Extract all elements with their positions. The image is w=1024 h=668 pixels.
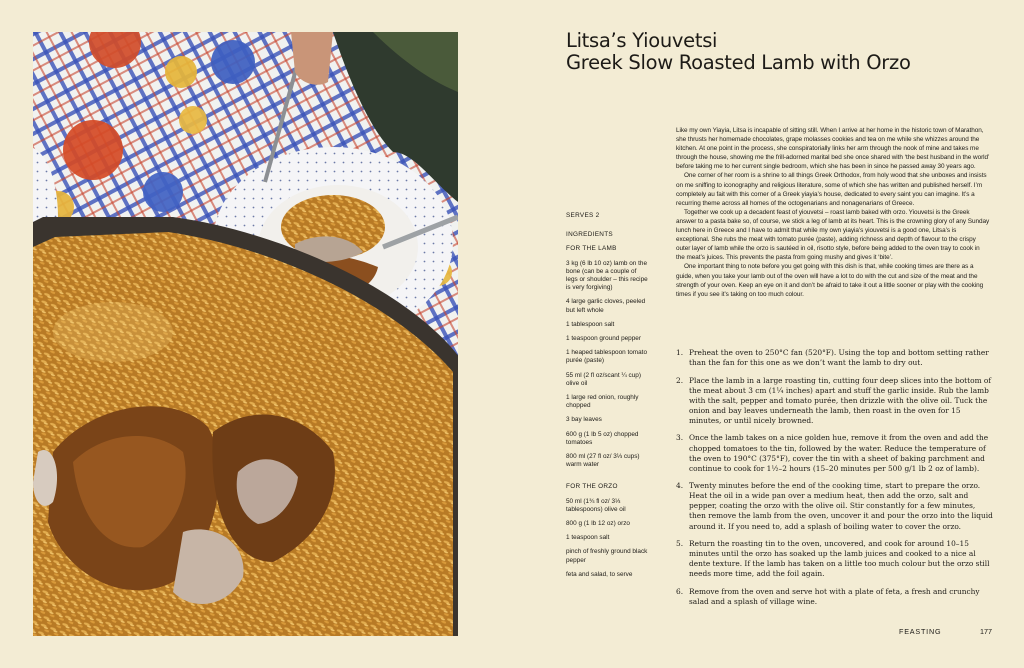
recipe-title: Litsa’s Yiouvetsi <box>566 29 718 52</box>
ingredient-item: 600 g (1 lb 5 oz) chopped tomatoes <box>566 430 639 446</box>
ingredient-item: 1 teaspoon salt <box>566 534 610 542</box>
method-step <box>676 348 994 368</box>
orzo-heading: FOR THE ORZO <box>566 483 618 491</box>
method-step <box>676 433 994 473</box>
ingredient-item: 1 large red onion, roughly chopped <box>566 394 639 410</box>
photo-lamb-orzo-tray-icon <box>33 32 458 636</box>
step-number: 4. <box>676 481 684 491</box>
ingredient-item: 800 g (1 lb 12 oz) orzo <box>566 520 630 528</box>
ingredient-item: 3 bay leaves <box>566 416 602 424</box>
step-text: Return the roasting tin to the oven, uncovered, and cook for around 10–15 minutes until the orzo has soaked up the lamb juices and cooked to a nice al dente texture. If the lamb has taken on a little too much colour but the orzo still needs more time, add the foil again. <box>689 539 990 579</box>
ingredient-item: 1 teaspoon ground pepper <box>566 335 641 343</box>
step-number: 5. <box>676 539 684 549</box>
ingredient-item: 55 ml (2 fl oz/scant ¼ cup) olive oil <box>566 371 641 387</box>
serves-label: SERVES 2 <box>566 212 600 219</box>
step-number: 6. <box>676 586 684 596</box>
ingredient-item: 4 large garlic cloves, peeled but left whole <box>566 298 646 314</box>
footer-section-label: FEASTING <box>899 627 942 636</box>
step-number: 3. <box>676 433 684 443</box>
ingredients-sidebar <box>566 212 648 585</box>
step-text: Twenty minutes before the end of the cooking time, start to prepare the orzo. Heat the oil in a wide pan over a medium heat, then add the orzo, salt and pepper, coating the orzo with the olive oil. Stir constantly for a few minutes, then remove the lamb from the oven, uncover it and pour the orzo into the liquid around it. If you need to, add a splash of boiling water to cover the orzo. <box>689 481 993 531</box>
intro-text <box>676 126 990 299</box>
method-step <box>676 376 994 426</box>
ingredient-item: feta and salad, to serve <box>566 570 633 578</box>
intro-paragraph: One corner of her room is a shrine to all things Greek Orthodox, from holy wood that she unboxes and insists on me sniffing to iconography and religious literature, some of which she has written and published herself. I’m completely au fait with this corner of a Greek yiayia’s house, dedicated to every saint you can imagine. It’s a recurring theme across all homes of the octogenarians and nonagenarians of Greece. <box>676 172 987 207</box>
method-step <box>676 539 994 579</box>
intro-paragraph: Like my own Yiayia, Litsa is incapable of sitting still. When I arrive at her home in the historic town of Marathon, she thrusts her homemade chocolates, grape molasses cookies and tea on me while she whizzes around the kitchen. At one point in the process, she conspiratorially links her arm through the nook of mine and takes me through the house, showing me the frill-adorned marital bed she once shared with ‘the best husband in the world’ before taking me to her current single bedroom, which she has been in since he passed away 30 years ago. <box>676 127 990 171</box>
ingredient-item: pinch of freshly ground black pepper <box>566 548 648 564</box>
step-text: Once the lamb takes on a nice golden hue, remove it from the oven and add the chopped tomatoes to the tin, followed by the water. Reduce the temperature of the oven to 190°C (375°F), cover the tin with a sheet of baking parchment and continue to cook for 1½–2 hours (15–20 minutes per 500 g/1 lb 2 oz of lamb). <box>689 433 989 473</box>
page-number: 177 <box>980 627 992 636</box>
step-text: Remove from the oven and serve hot with a plate of feta, a fresh and crunchy salad and a splash of village wine. <box>689 586 980 606</box>
method-steps <box>676 348 994 614</box>
step-text: Preheat the oven to 250°C fan (520°F). Using the top and bottom setting rather than the fan for this one as we don’t want the lamb to dry out. <box>689 348 989 368</box>
intro-paragraph: Together we cook up a decadent feast of yiouvetsi – roast lamb baked with orzo. Yiouvetsi is the Greek answer to a pasta bake so, of course, we stick a leg of lamb at its heart. This is the crowning glory of any Sunday lunch here in Greece and I have to admit that while my own yiayia’s yiouvetsi is a good one, Litsa’s is exceptional. She rubs the meat with tomato purée (paste), adding richness and depth of flavour to the crispy outer layer of lamb while the orzo is sautéed in oil, risotto style, before being added to the oven tray to cook in the meat’s juices. This prevents the pasta from going mushy and gives it ‘bite’. <box>676 208 990 262</box>
ingredient-item: 50 ml (1¾ fl oz/ 3⅓ tablespoons) olive oil <box>566 497 626 513</box>
intro-paragraph: One important thing to note before you get going with this dish is that, while cooking times are there as a guide, when you take your lamb out of the oven will have a lot to do with the cut and size of the meat and the strength of your oven. Keep an eye on it and don’t be afraid to take it out a little sooner or play with the cooking times if you see it’s taking on too much colour. <box>676 263 984 298</box>
step-number: 1. <box>676 348 684 357</box>
ingredient-item: 800 ml (27 fl oz/ 3⅓ cups) warm water <box>566 453 640 469</box>
recipe-subtitle: Greek Slow Roasted Lamb with Orzo <box>566 51 911 74</box>
recipe-photo <box>33 32 458 636</box>
method-step <box>676 481 994 531</box>
ingredient-item: 1 heaped tablespoon tomato purée (paste) <box>566 349 648 365</box>
step-number: 2. <box>676 375 684 385</box>
ingredients-heading: INGREDIENTS <box>566 231 613 239</box>
method-step <box>676 587 994 607</box>
ingredient-item: 3 kg (6 lb 10 oz) lamb on the bone (can be a couple of legs or shoulder – this recipe is very forgiving) <box>566 259 648 292</box>
ingredient-item: 1 tablespoon salt <box>566 320 615 328</box>
lamb-heading: FOR THE LAMB <box>566 245 617 253</box>
step-text: Place the lamb in a large roasting tin, cutting four deep slices into the bottom of the meat about 3 cm (1¼ inches) apart and stuff the garlic inside. Rub the lamb with the salt, pepper and tomato purée, then drizzle with the olive oil. Tuck the onion and bay leaves underneath the lamb, then roast in the oven for 15 minutes, or until nicely browned. <box>689 375 992 425</box>
